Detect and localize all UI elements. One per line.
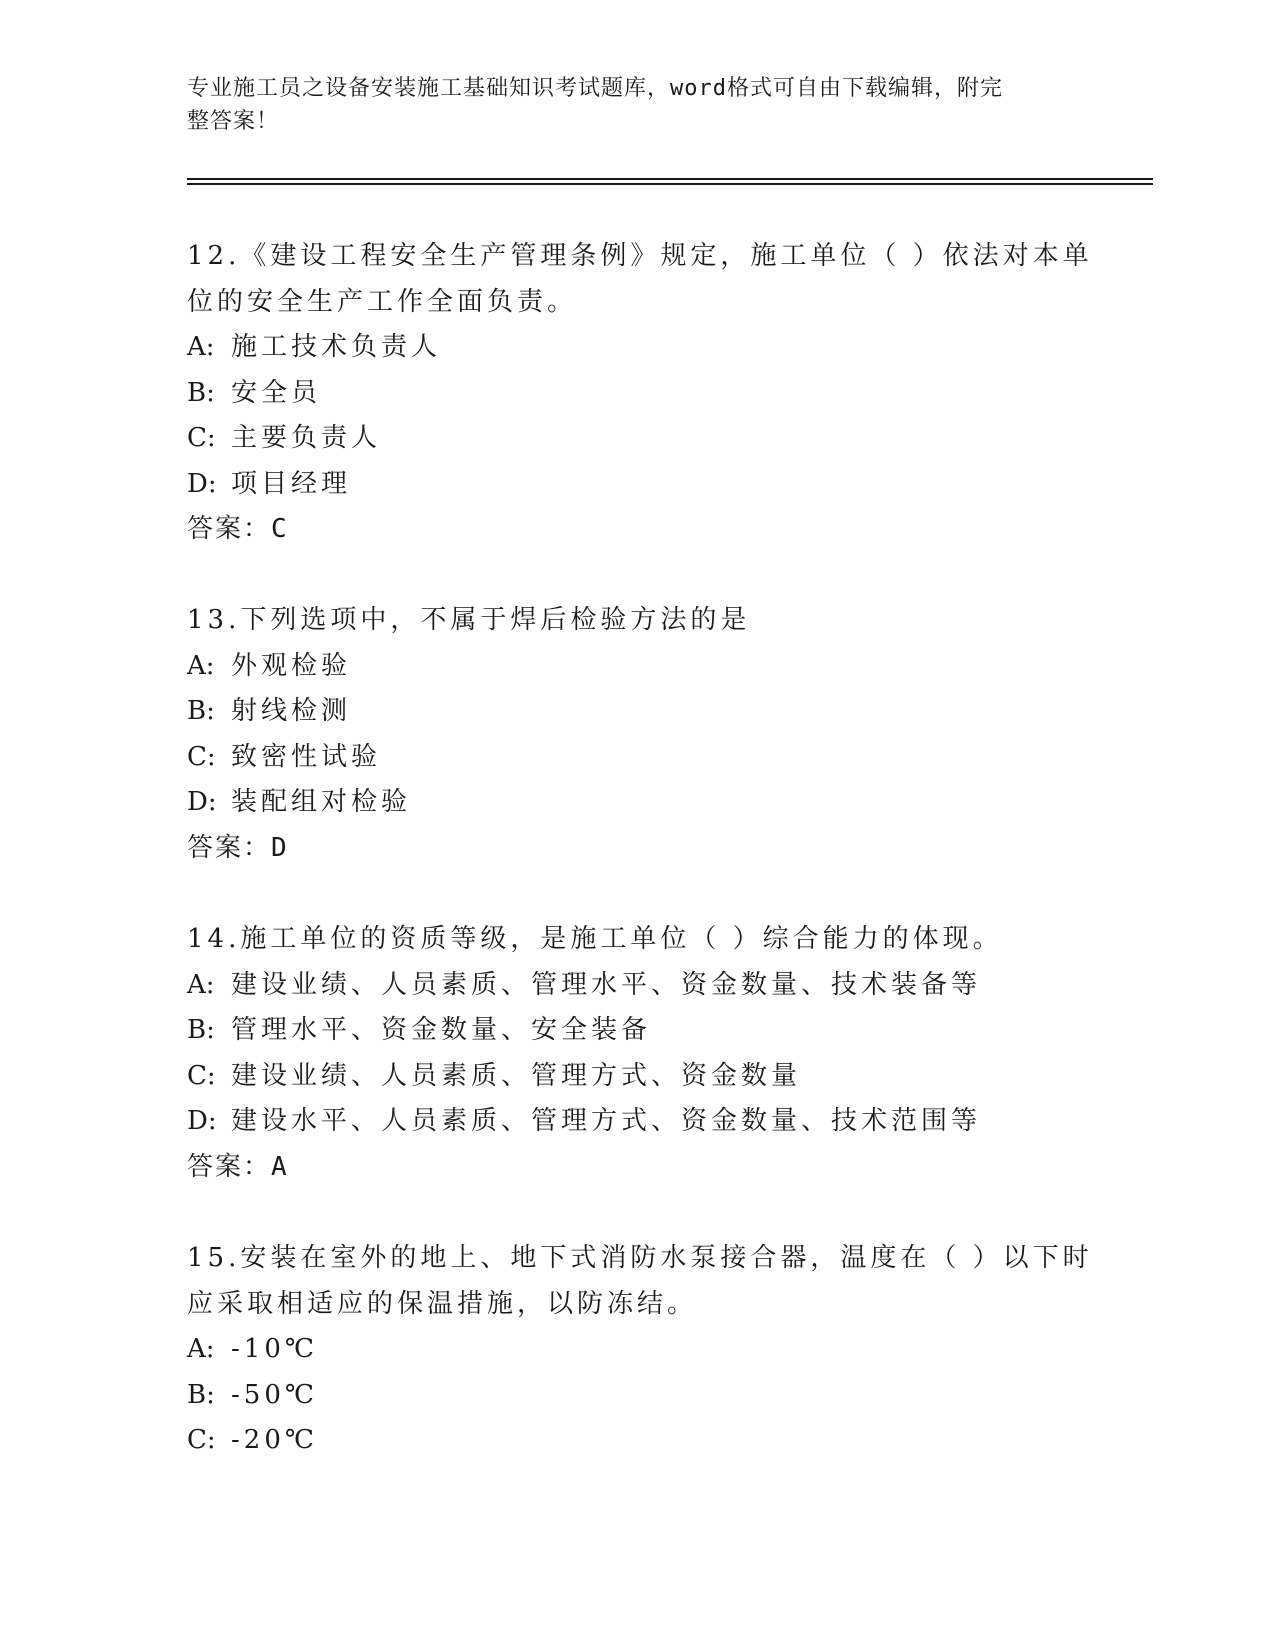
option-a: [187, 644, 1067, 690]
question-15: [187, 1236, 1093, 1464]
option-key: A:: [187, 969, 215, 1000]
option-key: A:: [187, 1334, 215, 1364]
option-c: [187, 1054, 1067, 1100]
header-line-2: 整答案！: [187, 109, 280, 134]
option-key: B:: [187, 696, 215, 726]
question-13: [187, 598, 1067, 871]
question-text-line: 13.下列选项中，不属于焊后检验方法的是: [187, 605, 751, 635]
option-b: [187, 689, 1067, 735]
answer-line: 答案：D: [187, 832, 289, 863]
option-key: A:: [187, 650, 215, 681]
option-text: 安全员: [231, 377, 322, 408]
option-text: 致密性试验: [231, 741, 382, 772]
option-a: [187, 963, 1067, 1009]
option-b: [187, 1008, 1067, 1054]
option-b: [187, 371, 1067, 417]
option-key: C:: [187, 741, 216, 772]
option-a: [187, 1327, 1067, 1373]
question-text-line: 位的安全生产工作全面负责。: [187, 286, 578, 317]
option-key: D:: [187, 468, 217, 499]
option-text: -10℃: [231, 1334, 318, 1364]
option-text: 装配组对检验: [231, 787, 412, 817]
question-text-line: 应采取相适应的保温措施，以防冻结。: [187, 1288, 698, 1319]
header-divider-bottom: [187, 183, 1153, 185]
option-d: [187, 780, 1067, 826]
option-key: D:: [187, 787, 217, 817]
question-14: [187, 917, 1067, 1190]
question-12: [187, 234, 1093, 553]
question-text-line: 12.《建设工程安全生产管理条例》规定，施工单位（ ）依法对本单: [187, 241, 1093, 271]
option-b: [187, 1373, 1067, 1419]
option-text: 建设业绩、人员素质、管理方式、资金数量: [231, 1060, 802, 1091]
answer-line: 答案：C: [187, 514, 289, 544]
document-header: [187, 72, 1067, 138]
option-c: [187, 735, 1067, 781]
option-key: C:: [187, 1060, 216, 1091]
option-text: -50℃: [231, 1379, 318, 1410]
option-text: 管理水平、资金数量、安全装备: [231, 1015, 652, 1045]
question-text-line: 14.施工单位的资质等级，是施工单位（ ）综合能力的体现。: [187, 924, 1003, 954]
option-text: 建设水平、人员素质、管理方式、资金数量、技术范围等: [231, 1106, 982, 1136]
option-d: [187, 1099, 1067, 1145]
option-key: B:: [187, 377, 215, 408]
option-text: 射线检测: [231, 696, 352, 726]
option-a: [187, 325, 1067, 371]
option-text: 施工技术负责人: [231, 332, 442, 362]
question-text-line: 15.安装在室外的地上、地下式消防水泵接合器，温度在（ ）以下时: [187, 1243, 1093, 1273]
option-d: [187, 462, 1067, 508]
option-key: C:: [187, 1425, 216, 1455]
option-key: B:: [187, 1015, 215, 1045]
option-key: A:: [187, 332, 215, 362]
option-c: [187, 416, 1067, 462]
option-key: C:: [187, 423, 216, 453]
header-divider-top: [187, 178, 1153, 180]
answer-line: 答案：A: [187, 1151, 289, 1182]
option-text: 主要负责人: [231, 423, 382, 453]
option-text: 外观检验: [231, 650, 352, 681]
option-key: B:: [187, 1379, 215, 1410]
option-c: [187, 1418, 1067, 1464]
header-line-1: 专业施工员之设备安装施工基础知识考试题库，word格式可自由下载编辑，附完: [187, 76, 1003, 101]
option-text: 建设业绩、人员素质、管理水平、资金数量、技术装备等: [231, 969, 982, 1000]
option-text: 项目经理: [231, 468, 352, 499]
option-key: D:: [187, 1106, 217, 1136]
option-text: -20℃: [231, 1425, 318, 1455]
